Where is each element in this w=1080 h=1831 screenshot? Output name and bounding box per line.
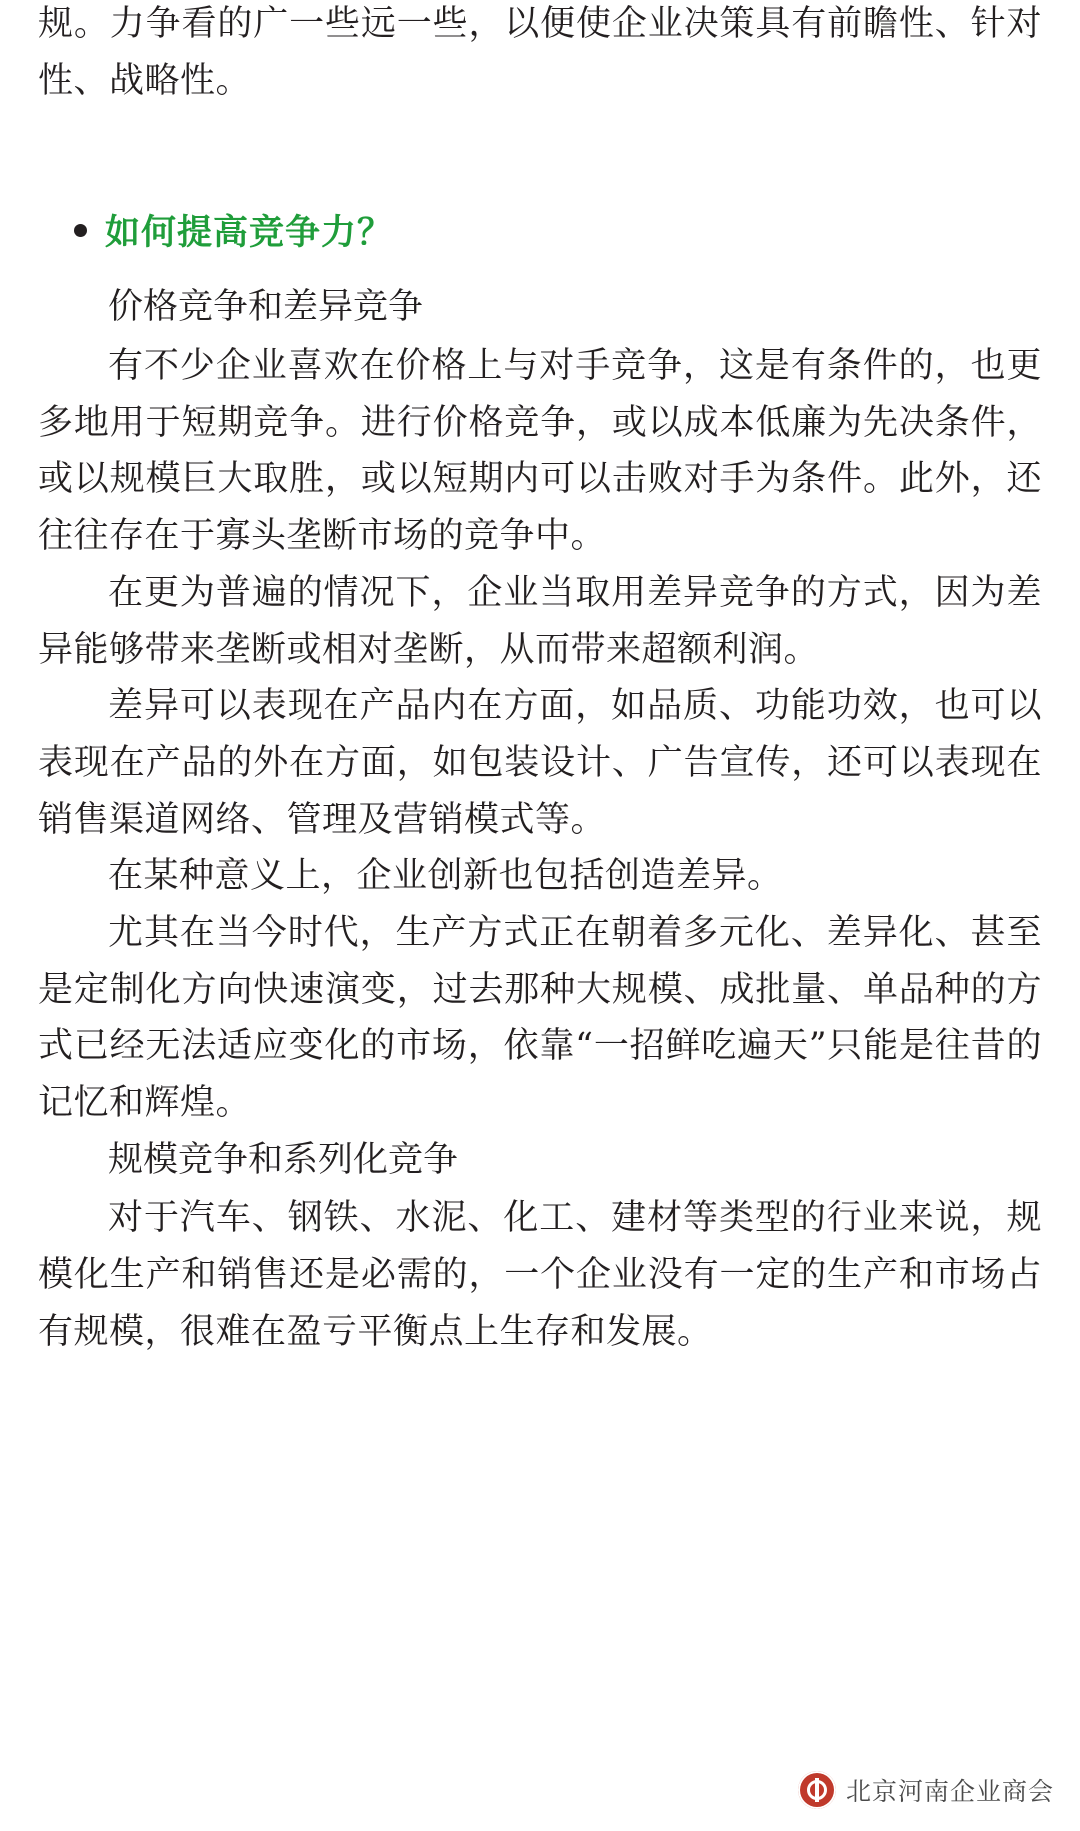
section-spacer	[38, 109, 1042, 205]
paragraph-5: 尤其在当今时代，生产方式正在朝着多元化、差异化、甚至是定制化方向快速演变，过去那种大规模、成批量、单品种的方式已经无法适应变化的市场，依靠“一招鲜吃遍天”只能是往昔的记忆和辉煌。	[38, 912, 1042, 1123]
subheading-scale-competition: 规模竞争和系列化竞争	[108, 1139, 459, 1180]
paragraph-3: 差异可以表现在产品内在方面，如品质、功能功效，也可以表现在产品的外在方面，如包装设计、广告宣传，还可以表现在销售渠道网络、管理及营销模式等。	[38, 686, 1042, 840]
top-paragraph: 规。力争看的广一些远一些，以便使企业决策具有前瞻性、针对性、战略性。	[38, 4, 1042, 101]
section-heading: 如何提高竞争力？	[105, 212, 394, 254]
paragraph-2: 在更为普遍的情况下，企业当取用差异竞争的方式，因为差异能够带来垄断或相对垄断，从而带来超额利润。	[38, 572, 1042, 670]
subheading-price-competition: 价格竞争和差异竞争	[108, 287, 424, 328]
wechat-account-logo-icon	[798, 1771, 836, 1809]
bullet-icon	[74, 224, 87, 237]
watermark-label: 北京河南企业商会	[845, 1777, 1054, 1806]
paragraph-1: 有不少企业喜欢在价格上与对手竞争，这是有条件的，也更多地用于短期竞争。进行价格竞争，或以成本低廉为先决条件，或以规模巨大取胜，或以短期内可以击败对手为条件。此外，还往往存在于寡头垄断市场的竞争中。	[38, 346, 1042, 557]
section-heading-row	[38, 205, 1042, 255]
paragraph-4: 在某种意义上，企业创新也包括创造差异。	[108, 856, 783, 897]
watermark	[788, 1765, 1064, 1815]
paragraph-6: 对于汽车、钢铁、水泥、化工、建材等类型的行业来说，规模化生产和销售还是必需的，一个企业没有一定的生产和市场占有规模，很难在盈亏平衡点上生存和发展。	[38, 1198, 1042, 1352]
